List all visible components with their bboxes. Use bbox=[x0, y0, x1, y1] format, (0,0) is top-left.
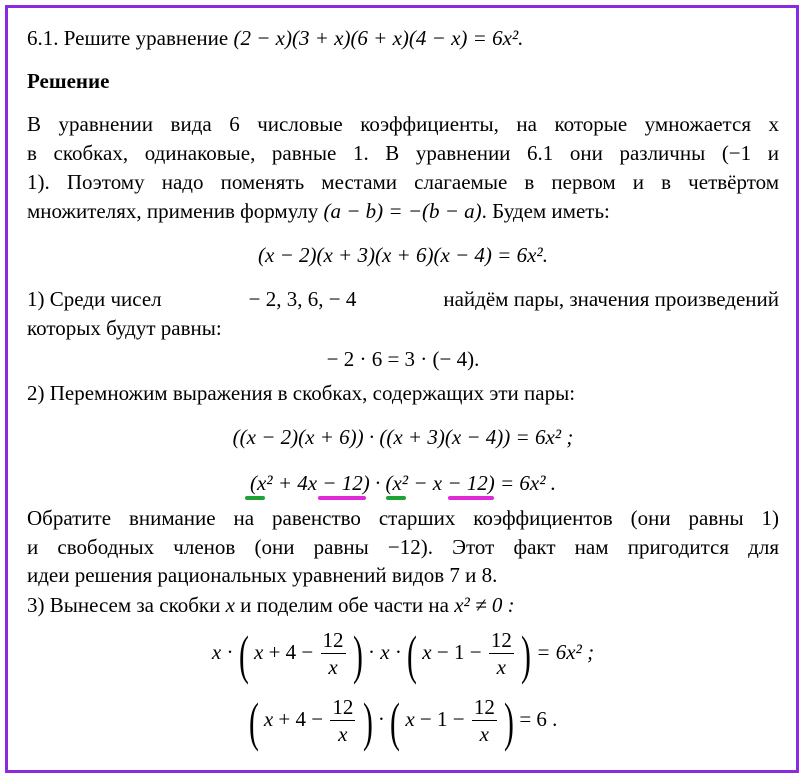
problem-statement bbox=[27, 26, 779, 50]
step2-equation2: (x² + 4x − 12) · (x² − x − 12) = 6x² . bbox=[249, 471, 557, 495]
step1-suffix: найдём пары, значения произведений bbox=[443, 287, 779, 311]
step1-line2: которых будут равны: bbox=[27, 316, 222, 340]
step1-equation: − 2 · 6 = 3 · (− 4). bbox=[326, 347, 480, 371]
fraction: $\frac{12}{x}$ bbox=[490, 628, 512, 680]
step3-condition: x² ≠ 0 : bbox=[454, 593, 515, 617]
step1-numbers: − 2, 3, 6, − 4 bbox=[248, 287, 357, 311]
step1-line1 bbox=[27, 287, 779, 311]
step3-equation2: ( x + 4 − $\frac{12}{x}$ ) · ( x − 1 − $\frac{12}{x}$ ) = 6 . bbox=[248, 692, 558, 752]
constant-term-underline-1 bbox=[318, 496, 366, 500]
step3-equation1: x · ( x + 4 − $\frac{12}{x}$ ) · x · ( x − 1 − $\frac{12}{x}$ ) = 6x² ; bbox=[211, 625, 595, 685]
problem-equation: (2 − x)(3 + x)(6 + x)(4 − x) = 6x². bbox=[233, 26, 524, 50]
step3-variable: x bbox=[225, 593, 235, 617]
step2-equation1: ((x − 2)(x + 6)) · ((x + 3)(x − 4)) = 6x² ; bbox=[232, 425, 574, 449]
paragraph2-line1: Обратите внимание на равенство старших коэффициентов (они равны 1) bbox=[27, 506, 779, 530]
difference-formula: (a − b) = −(b − a) bbox=[323, 199, 482, 223]
step1-prefix: 1) Среди чисел bbox=[27, 287, 162, 311]
leading-term-underline-1 bbox=[245, 496, 265, 500]
paragraph1-line4-prefix: множителях, применив формулу bbox=[27, 199, 319, 223]
equation-rearranged: (x − 2)(x + 3)(x + 6)(x − 4) = 6x². bbox=[258, 243, 548, 267]
paragraph1-line1: В уравнении вида 6 числовые коэффициенты, на которые умножается x bbox=[27, 112, 779, 136]
solution-heading: Решение bbox=[27, 69, 110, 93]
paragraph1-line3: 1). Поэтому надо поменять местами слагаемые в первом и в четвёртом bbox=[27, 170, 779, 194]
paragraph1-line4 bbox=[27, 199, 779, 223]
leading-term-underline-2 bbox=[386, 496, 406, 500]
paragraph2-line2: и свободных членов (они равны −12). Этот факт нам пригодится для bbox=[27, 535, 779, 559]
paragraph1-line4-suffix: . Будем иметь: bbox=[481, 199, 610, 223]
constant-term-underline-2 bbox=[448, 496, 494, 500]
fraction: $\frac{12}{x}$ bbox=[332, 695, 354, 747]
paragraph2-line3: идеи решения рациональных уравнений видов 7 и 8. bbox=[27, 563, 498, 587]
problem-text: Решите уравнение bbox=[63, 26, 229, 50]
step3-eq1-rhs: = 6x² ; bbox=[536, 640, 595, 664]
step3-middle: и поделим обе части на bbox=[240, 593, 449, 617]
step3-prefix: 3) Вынесем за скобки bbox=[27, 593, 221, 617]
problem-number: 6.1. bbox=[27, 26, 59, 50]
step3-text bbox=[27, 593, 779, 617]
step3-eq2-rhs: = 6 . bbox=[519, 707, 558, 731]
paragraph1-line2: в скобках, одинаковые, равные 1. В уравнении 6.1 они различны (−1 и bbox=[27, 141, 779, 165]
step2-text: 2) Перемножим выражения в скобках, содержащих эти пары: bbox=[27, 381, 576, 405]
fraction: $\frac{12}{x}$ bbox=[322, 628, 344, 680]
fraction: $\frac{12}{x}$ bbox=[473, 695, 495, 747]
